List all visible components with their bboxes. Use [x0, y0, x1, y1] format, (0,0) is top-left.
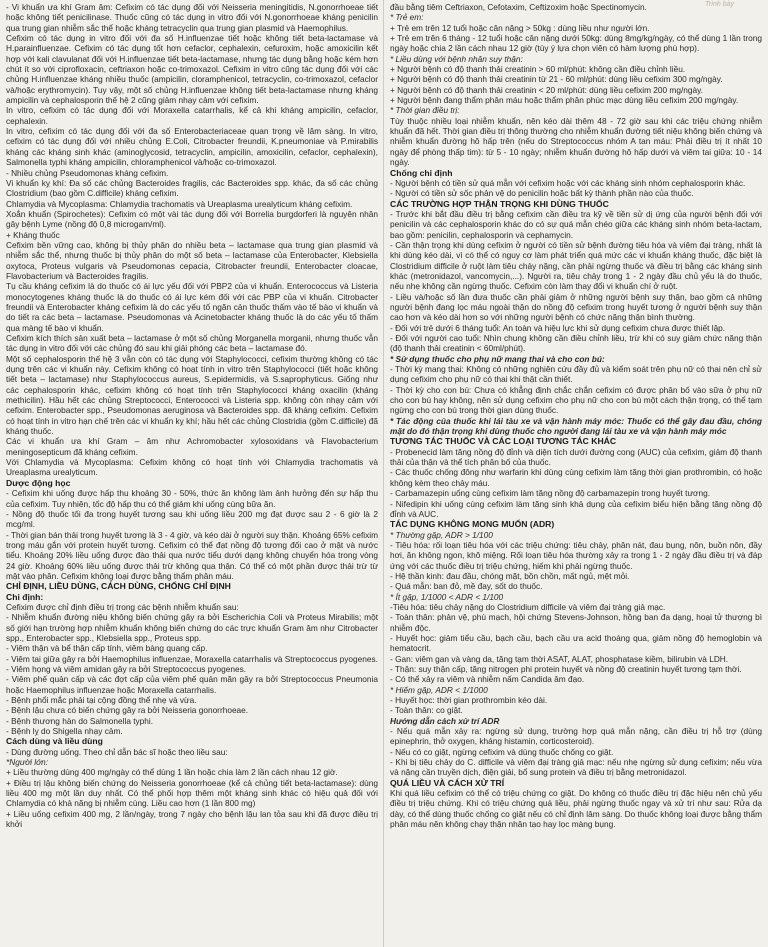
right-paragraph: + Người bệnh đang thẩm phân máu hoặc thẩm phân phúc mạc dùng liều cefixim 200 mg/ngày.	[390, 95, 739, 106]
left-paragraph: Cefixim bền vững cao, không bị thủy phân do nhiều beta – lactamase qua trung gian plasmid và nhiễm sắc thể, nhưng thuốc bị thủy phân do một số beta – lactamase của Enterobacter, Klebsiella oxytoca, Proteus vulgaris và Pseudomonas cepacia, Citrobacter freundii, Enterobacter cloacae, Flavobacterium và Bacteroides fragilis.	[6, 239, 378, 281]
right-paragraph: - Cần thận trọng khi dùng cefixim ở người có tiền sử bệnh đường tiêu hóa và viêm đại tràng, nhất là khi dùng kéo dài, vì có thể có nguy cơ làm phát triển quá mức các vi khuẩn kháng thuốc, đặc biệt là Clostridium difficile ở ruột làm tiêu chảy nặng, cần phải ngừng thuốc và điều trị bằng các kháng sinh khác (metronidazol, vancomycin,...). Người ra, tiêu chảy trong 1 - 2 ngày đầu chủ yếu là do thuốc, nếu nhẹ không cần ngừng thuốc. Cefixim còn làm thay đổi vi khuẩn chí ở ruột.	[390, 239, 762, 292]
right-paragraph: - Carbamazepin uống cùng cefixim làm tăng nồng độ carbamazepin trong huyết tương.	[390, 488, 711, 499]
right-subheading: * Thời gian điều trị:	[390, 105, 460, 116]
left-paragraph: - Bệnh thương hàn do Salmonella typhi.	[6, 715, 154, 726]
right-paragraph: - Nếu có co giật, ngừng cefixim và dùng thuốc chống co giật.	[390, 746, 614, 757]
right-paragraph: + Trẻ em trên 6 tháng - 12 tuổi hoặc cân nặng dưới 50kg: dùng 8mg/kg/ngày, có thể dùng 1 lần trong ngày hoặc chia 2 lần cách nhau 12 giờ (tùy ý lựa chọn viên có hàm lượng phù hợp).	[390, 33, 762, 54]
column-divider	[383, 0, 384, 947]
right-paragraph: - Có thể xảy ra viêm và nhiễm nấm Candida âm đạo.	[390, 674, 585, 685]
right-subheading: Hướng dẫn cách xử trí ADR	[390, 715, 500, 726]
left-paragraph: - Vi khuẩn ưa khí Gram âm: Cefixim có tác dụng đối với Neisseria meningitidis, N.gonorrhoeae tiết hoặc không tiết penicilinase. Thuốc cũng có tác dụng in vitro đối với N.gonorrhoeae kháng penicilin qua trung gian nhiễm sắc thể hoặc kháng tetracyclin qua trung gian plasmid và Haemophilus.	[6, 2, 378, 33]
left-paragraph: Tụ cầu kháng cefixim là do thuốc có ái lực yếu đối với PBP2 của vi khuẩn. Enterococcus và Listeria monocytogenes kháng thuốc là do thuốc có ái lực kém đối với các PBP của vi khuẩn. Citrobacter freundii và Enterobacter kháng cefixim là do các yếu tố ngăn cản thuốc thấm vào tế bào vi khuẩn và do tiết ra các beta – lactamase. Pseudomonas và Acinetobacter kháng thuốc là do các yếu tố thấm qua màng tế bào vi khuẩn.	[6, 281, 378, 333]
right-paragraph: - Huyết học: thời gian prothrombin kéo dài.	[390, 695, 548, 706]
left-paragraph: - Viêm thận và bể thận cấp tính, viêm bàng quang cấp.	[6, 643, 208, 654]
left-paragraph: - Nhiễm khuẩn đường niệu không biến chứng gây ra bởi Escherichia Coli và Proteus Mirabilis; một số giới hạn trường hợp nhiễm khuẩn không biến chứng do các trực khuẩn Gram âm như Citrobacter spp., Enterobacter spp., Klebsiella spp., Proteus spp.	[6, 612, 378, 643]
right-paragraph: đầu bằng tiêm Ceftriaxon, Cefotaxim, Ceftizoxim hoặc Spectinomycin.	[390, 2, 647, 12]
left-section-heading: Chỉ định:	[6, 591, 44, 602]
right-paragraph: - Toàn thân: co giật.	[390, 705, 463, 716]
right-paragraph: - Thời kỳ mang thai: Không có những nghiên cứu đầy đủ và kiểm soát trên phụ nữ có thai nên chỉ sử dụng cefixim cho phụ nữ có thai khi thật cần thiết.	[390, 364, 762, 385]
right-paragraph: - Đối với người cao tuổi: Nhìn chung không cần điều chỉnh liều, trừ khi có suy giảm chức năng thận (độ thanh thải creatinin < 60ml/phút).	[390, 333, 762, 354]
right-paragraph: - Người có tiền sử sốc phản vệ do penicilin hoặc bất kỳ thành phần nào của thuốc.	[390, 188, 694, 199]
right-paragraph: - Các thuốc chống đông như warfarin khi dùng cùng cefixim làm tăng thời gian prothrombin, có hoặc không kèm theo chảy máu.	[390, 467, 762, 488]
right-paragraph: Khi quá liều cefixim có thể có triệu chứng co giật. Do không có thuốc điều trị đặc hiệu nên chủ yếu điều trị triệu chứng. Khi có triệu chứng quá liều, phải ngừng thuốc ngay và xử trí như sau: Rửa dạ dày, có thể dùng thuốc chống co giật nếu có chỉ định lâm sàng. Do thuốc không loại được bằng thẩm phân máu nên không chạy thận nhân tạo hay lọc màng bụng.	[390, 788, 762, 830]
right-subheading: * Ít gặp, 1/1000 < ADR < 1/100	[390, 591, 504, 602]
left-paragraph: Xoắn khuẩn (Spirochetes): Cefixim có một vài tác dụng đối với Borrelia burgdorferi là nguyên nhân gây bệnh Lyme (nồng độ 0,8 microgam/ml).	[6, 208, 378, 230]
right-section-heading: QUÁ LIỀU VÀ CÁCH XỬ TRÍ	[390, 777, 505, 788]
left-paragraph: Vi khuẩn kỵ khí: Đa số các chủng Bacteroides fragilis, các Bacteroides spp. khác, đa số các chủng Clostridium (bao gồm C.difficile) kháng cefixim.	[6, 177, 378, 199]
right-paragraph: + Người bệnh có độ thanh thải creatinin từ 21 - 60 ml/phút: dùng liều cefixim 300 mg/ngày.	[390, 74, 723, 85]
left-paragraph: Các vi khuẩn ưa khí Gram – âm như Achromobacter xylosoxidans và Flavobacterium meningosepticum đã kháng cefixim.	[6, 436, 378, 457]
right-section-heading: Chống chỉ định	[390, 167, 453, 178]
left-section-heading: Dược động học	[6, 477, 71, 488]
watermark-text: Trình bày	[705, 1, 735, 8]
left-paragraph: + Kháng thuốc	[6, 229, 60, 240]
left-paragraph: - Viêm tai giữa gây ra bởi Haemophilus influenzae, Moraxella catarrhalis và Streptococcus pyogenes.	[6, 653, 378, 664]
left-paragraph: In vitro, cefixim có tác dụng đối với Moraxella catarrhalis, kể cả khi kháng ampicilin, cefaclor, cephalexin.	[6, 105, 378, 126]
right-paragraph: - Liều và/hoặc số lần đưa thuốc cần phải giảm ở những người bệnh suy thận, bao gồm cả những người bệnh đang lọc máu ngoài thận do nồng độ cefixim trong huyết tương ở người bệnh suy thận cao hơn và kéo dài hơn so với những người bệnh có chức năng thận bình thường.	[390, 291, 762, 323]
left-paragraph: - Bệnh lậu chưa có biến chứng gây ra bởi Neisseria gonorrhoeae.	[6, 705, 249, 716]
left-paragraph: + Liều uống cefixim 400 mg, 2 lần/ngày, trong 7 ngày cho bệnh lậu lan tỏa sau khi đã được điều trị khởi	[6, 808, 378, 830]
right-paragraph: Tùy thuộc nhiều loại nhiễm khuẩn, nên kéo dài thêm 48 - 72 giờ sau khi các triệu chứng nhiễm khuẩn đã hết. Thời gian điều trị thông thường cho nhiễm khuẩn đường tiết niệu không biến chứng và nhiễm khuẩn đường hô hấp trên (nếu do Streptococcus nhóm A tan máu: Phải điều trị ít nhất 10 ngày để phòng thấp tim): từ 5 - 10 ngày; nhiễm khuẩn đường hô hấp dưới và viêm tai giữa: 10 - 14 ngày.	[390, 115, 762, 168]
right-section-heading: CÁC TRƯỜNG HỢP THẬN TRỌNG KHI DÙNG THUỐC	[390, 198, 609, 209]
left-column	[6, 2, 378, 830]
right-paragraph: - Nếu quá mẫn xảy ra: ngừng sử dụng, trường hợp quá mẫn nặng, cần điều trị hỗ trợ (dùng epinephrin, thở oxygen, kháng histamin, corticosteroid).	[390, 726, 762, 747]
left-paragraph: - Nồng độ thuốc tối đa trong huyết tương sau khi uống liều 200 mg đạt được sau 2 - 6 giờ là 2 mcg/ml.	[6, 508, 378, 530]
right-paragraph: - Người bệnh có tiền sử quá mẫn với cefixim hoặc với các kháng sinh nhóm cephalosporin khác.	[390, 177, 746, 188]
left-paragraph: + Liều thường dùng 400 mg/ngày có thể dùng 1 lần hoặc chia làm 2 lần cách nhau 12 giờ.	[6, 767, 338, 778]
right-paragraph: - Probenecid làm tăng nồng độ đỉnh và diện tích dưới đường cong (AUC) của cefixim, giảm độ thanh thải của thận và thể tích phân bố của thuốc.	[390, 446, 762, 468]
right-subheading: * Liều dùng với bệnh nhân suy thận:	[390, 53, 523, 64]
left-paragraph: Cefixim có tác dụng in vitro đối với đa số H.influenzae tiết hoặc không tiết beta-lactamase và H.parainfluenzae. Cefixim có tác dụng tốt hơn cefaclor, cephalexin, cefuroxim, hoặc amoxicilin kết hợp với kali clavulanat đối với H.influenzae tiết beta-lactamase, nhưng tác dụng bằng hoặc kém hơn chút ít so với ciprofloxacin, ceftriaxon hoặc co-trimoxazol. Cefixim in vitro cũng tác dụng đối với các chủng H.influenzae kháng nhiều thuốc (ampicilin, cloramphenicol, tetracyclin, co-trimoxazol, cefaclor và/hoặc erythromycin). Tuy vậy, một số chủng H.influenzae không tiết beta-lactamase nhưng kháng ampicilin và cephalosporin thế hệ 2 cũng giảm nhạy cảm với cefixim.	[6, 33, 378, 106]
left-paragraph: - Viêm phế quản cấp và các đợt cấp của viêm phế quản mãn gây ra bởi Streptococcus Pneumonia hoặc Haemophilus influenzae hoặc Moraxella catarrhalis.	[6, 674, 378, 695]
right-section-heading: TƯƠNG TÁC THUỐC VÀ CÁC LOẠI TƯƠNG TÁC KHÁC	[390, 436, 617, 447]
right-paragraph: - Tiêu hóa: rối loạn tiêu hóa với các triệu chứng: tiêu chảy, phân nát, đau bụng, nôn, buồn nôn, đầy hơi, ăn không ngon, khô miệng. Rối loạn tiêu hóa thường xảy ra trong 1 - 2 ngày đầu điều trị và đáp ứng với các thuốc điều trị triệu chứng, hiếm khi phải ngừng thuốc.	[390, 539, 762, 571]
right-paragraph: + Trẻ em trên 12 tuổi hoặc cân nặng > 50kg : dùng liều như người lớn.	[390, 22, 650, 33]
right-paragraph: - Nifedipin khi uống cùng cefixim làm tăng sinh khả dụng của cefixim biểu hiện bằng tăng nồng độ đỉnh và AUC.	[390, 498, 762, 519]
left-paragraph: - Thời gian bán thải trong huyết tương là 3 - 4 giờ, và kéo dài ở người suy thận. Khoảng 65% cefixim trong máu gắn với protein huyết tương. Cefixim có thể đạt nồng độ tương đối cao ở mật và nước tiểu. Khoảng 20% liều uống được đào thải qua nước tiểu dưới dạng không chuyển hóa trong vòng 24 giờ. Khoảng 60% liều uống được thải trừ không qua thận. Có thể có một phần được thải trừ từ mật vào phân. Cefixim không loại được bằng thẩm phân máu.	[6, 529, 378, 581]
left-paragraph: In vitro, cefixim có tác dụng đối với đa số Enterobacteriaceae quan trọng về lâm sàng. In vitro, cefixim có tác dụng đối với nhiều chủng E.Coli, Citrobacter freundii, K.pneumoniae và P.mirabilis kháng các kháng sinh khác (aminoglycosid, tetracyclin, ampicilin, amoxicilin, cefaclor, cephalexin), Salmonella typhi kháng ampicilin, chloramphenicol và/hoặc co-trimoxazol.	[6, 126, 378, 168]
right-paragraph: - Huyết học: giảm tiểu cầu, bạch cầu, bạch cầu ưa acid thoáng qua, giảm nồng độ hemoglobin và hematocrit.	[390, 632, 762, 654]
right-paragraph: - Quá mẫn: ban đỏ, mề đay, sốt do thuốc.	[390, 581, 543, 592]
right-subheading: * Thường gặp, ADR > 1/100	[390, 529, 493, 540]
left-paragraph: + Điều trị lậu không biến chứng do Neisseria gonorrhoeae (kể cả chủng tiết beta-lactamase): dùng liều 400 mg một lần duy nhất. Có thể phối hợp thêm một kháng sinh khác có hiệu quả đối với Chlamydia có khả năng bị nhiễm cùng. Liều cao hơn (1 lần 800 mg)	[6, 777, 378, 809]
left-paragraph: - Bệnh phổi mắc phải tại cộng đồng thể nhẹ và vừa.	[6, 695, 197, 706]
right-column	[390, 2, 762, 830]
right-paragraph: - Thận: suy thận cấp, tăng nitrogen phi protein huyết và nồng độ creatinin huyết tương tạm thời.	[390, 664, 742, 674]
left-paragraph: Chlamydia và Mycoplasma: Chlamydia trachomatis và Ureaplasma urealyticum kháng cefixim.	[6, 198, 353, 209]
right-section-heading: TÁC DỤNG KHÔNG MONG MUỐN (ADR)	[390, 519, 555, 530]
left-subheading: *Người lớn:	[6, 757, 49, 768]
right-subheading: * Tác động của thuốc khi lái tàu xe và vận hành máy móc: Thuốc có thể gây đau đầu, chóng mặt do đó thận trọng khi dùng thuốc cho người đang lái tàu xe và vận hành máy móc	[390, 415, 762, 437]
left-paragraph: Một số cephalosporin thế hệ 3 vẫn còn có tác dụng với Staphylococci, cefixim thường không có tác dụng trên các vi khuẩn này. Cefixim không có hoạt tính in vitro trên Staphylococci (tiết hoặc không tiết beta – lactamase) như Staphylococcus aureus, S.epidermidis, và S.saprophyticus. Giống như các cephalosporin khác, cefixim không có hoạt tính trên Staphylococci kháng oxacilin (kháng methicilin). Hầu hết các chủng Streptococci, Enterococci và Listeria spp. không còn nhạy cảm với cefixim. Enterobacter spp., Pseudomonas aeruginosa và Bacteroides spp. đã kháng cefixim. Cefixim có hoạt tính in vitro hạn chế trên các vi khuẩn kỵ khí; hầu hết các chủng Clostridia (gồm C.difficile) đã kháng thuốc.	[6, 353, 378, 437]
right-paragraph: + Người bệnh có độ thanh thải creatinin > 60 ml/phút: không cần điều chỉnh liều.	[390, 64, 686, 75]
left-section-heading: Cách dùng và liều dùng	[6, 736, 103, 747]
left-paragraph: Với Chlamydia và Mycoplasma: Cefixim không có hoạt tính với Chlamydia trachomatis và Ureaplasma urealyticum.	[6, 457, 378, 478]
right-paragraph: -Tiêu hóa: tiêu chảy nặng do Clostridium difficile và viêm đại tràng giả mạc.	[390, 601, 666, 612]
left-paragraph: Cefixim được chỉ định điều trị trong các bệnh nhiễm khuẩn sau:	[6, 601, 239, 612]
right-subheading: * Hiếm gặp, ADR < 1/1000	[390, 684, 488, 695]
right-paragraph: - Trước khi bắt đầu điều trị bằng cefixim cần điều tra kỹ về tiền sử dị ứng của người bệnh đối với penicilin và các cephalosporin khác do có sự quá mẫn chéo giữa các kháng sinh nhóm beta-lactam, bao gồm: penicilin, cephalosporin và cephamycin.	[390, 208, 762, 240]
left-paragraph: - Cefixim khi uống được hấp thu khoảng 30 - 50%, thức ăn không làm ảnh hưởng đến sự hấp thu của cefixim. Tuy nhiên, tốc độ hấp thu có thể giảm khi uống cùng bữa ăn.	[6, 488, 378, 509]
right-paragraph: - Hệ thần kinh: đau đầu, chóng mặt, bồn chồn, mất ngủ, mệt mỏi.	[390, 570, 630, 581]
right-subheading: * Sử dụng thuốc cho phụ nữ mang thai và cho con bú:	[390, 353, 605, 364]
left-paragraph: - Bệnh lỵ do Shigella nhạy cảm.	[6, 726, 123, 737]
left-section-heading: CHỈ ĐỊNH, LIỀU DÙNG, CÁCH DÙNG, CHỐNG CHỈ ĐỊNH	[6, 581, 231, 592]
left-paragraph: - Dùng đường uống. Theo chỉ dẫn bác sĩ hoặc theo liều sau:	[6, 746, 228, 757]
right-paragraph: - Đối với trẻ dưới 6 tháng tuổi: An toàn và hiệu lực khi sử dụng cefixim chưa được thiết lập.	[390, 322, 726, 333]
left-paragraph: - Viêm họng và viêm amidan gây ra bởi Streptococcus pyogenes.	[6, 664, 247, 674]
right-paragraph: + Người bệnh có độ thanh thải creatinin < 20 ml/phút: dùng liều cefixim 200 mg/ngày.	[390, 84, 703, 95]
left-paragraph: Cefixim kích thích sản xuất beta – lactamase ở một số chủng Morganella morganii, nhưng thuốc vẫn tác dụng in vitro đối với các chủng đó sau khi giải phóng các beta – lactamase đó.	[6, 333, 378, 354]
right-paragraph: - Toàn thân: phản vệ, phù mạch, hội chứng Stevens-Johnson, hồng ban đa dạng, hoại tử thượng bì nhiễm độc.	[390, 612, 762, 633]
right-subheading: * Trẻ em:	[390, 12, 424, 23]
right-paragraph: - Thời kỳ cho con bú: Chưa có khẳng định chắc chắn cefixim có được phân bố vào sữa ở phụ nữ cho con bú hay không, nên sử dụng cefixim cho phụ nữ cho con bú một cách thận trọng, có thể tạm ngừng cho con bú trong thời gian dùng thuốc.	[390, 384, 762, 416]
right-paragraph: - Khi bị tiêu chảy do C. difficile và viêm đại tràng giả mạc: nếu nhẹ ngừng sử dụng cefixim; nếu vừa và nặng cần truyền dịch, điện giải, bổ sung protein và điều trị bằng metronidazol.	[390, 757, 762, 778]
left-paragraph: - Nhiều chủng Pseudomonas kháng cefixim.	[6, 167, 169, 178]
right-paragraph: - Gan: viêm gan và vàng da, tăng tạm thời ASAT, ALAT, phosphatase kiềm, bilirubin và LDH.	[390, 653, 729, 664]
